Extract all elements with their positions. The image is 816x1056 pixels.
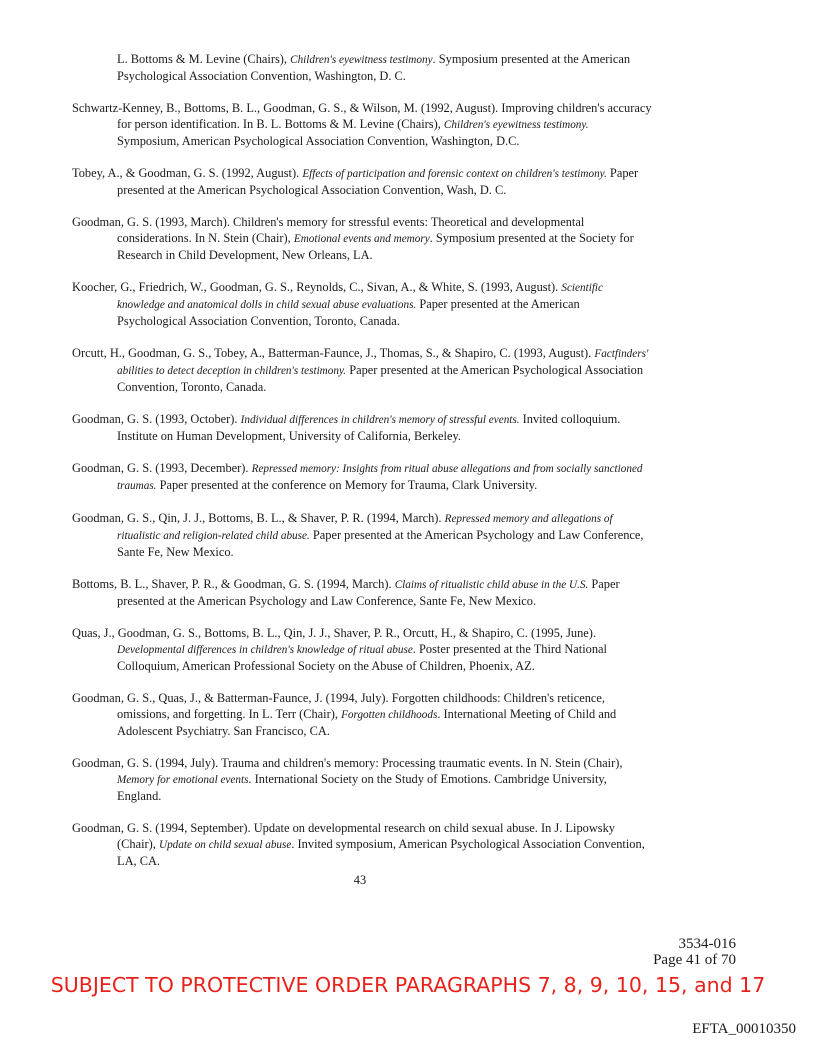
reference-entry: Quas, J., Goodman, G. S., Bottoms, B. L., Qin, J. J., Shaver, P. R., Orcutt, H., & Shapiro, C. (1995, June). Developmental differences in children's knowledge of ritual abuse. Poster presented at the Third National Colloquium, American Professional Society on the Abuse of Children, Phoenix, AZ.: [72, 626, 607, 673]
bates-stamp: [653, 936, 736, 968]
reference-entry: L. Bottoms & M. Levine (Chairs), Children's eyewitness testimony. Symposium presented at the American Psychological Association Convention, Washington, D. C.: [117, 52, 631, 83]
reference-list: [72, 51, 652, 885]
page-number: 43: [353, 873, 367, 887]
stamp-line-id: 3534-016: [678, 936, 736, 952]
reference-entry: Schwartz-Kenney, B., Bottoms, B. L., Goodman, G. S., & Wilson, M. (1992, August). Improving children's accuracy for person identification. In B. L. Bottoms & M. Levine (Chairs), Children's eyewitness testimony. Symposium, American Psychological Association Convention, Washington, D.C.: [72, 101, 652, 148]
reference-entry: Goodman, G. S. (1993, December). Repressed memory: Insights from ritual abuse allegations and from socially sanctioned traumas. Paper presented at the conference on Memory for Trauma, Clark University.: [72, 461, 643, 492]
reference-entry: Goodman, G. S. (1994, September). Update on developmental research on child sexual abuse. In J. Lipowsky (Chair), Update on child sexual abuse. Invited symposium, American Psychological Association Convention, LA, CA.: [72, 821, 645, 868]
reference-entry: Tobey, A., & Goodman, G. S. (1992, August). Effects of participation and forensic context on children's testimony. Paper presented at the American Psychological Association Convention, Wash, D. C.: [72, 166, 639, 197]
reference-entry: Goodman, G. S. (1993, March). Children's memory for stressful events: Theoretical and developmental considerations. In N. Stein (Chair), Emotional events and memory. Symposium presented at the Society for Research in Child Development, New Orleans, LA.: [72, 215, 634, 262]
reference-entry: Bottoms, B. L., Shaver, P. R., & Goodman, G. S. (1994, March). Claims of ritualistic child abuse in the U.S. Paper presented at the American Psychology and Law Conference, Sante Fe, New Mexico.: [72, 577, 620, 608]
protective-order-notice: SUBJECT TO PROTECTIVE ORDER PARAGRAPHS 7, 8, 9, 10, 15, and 17: [50, 973, 766, 997]
efta-identifier: EFTA_00010350: [692, 1021, 796, 1037]
reference-entry: Goodman, G. S. (1994, July). Trauma and children's memory: Processing traumatic events. In N. Stein (Chair), Memory for emotional events. International Society on the Study of Emotions. Cambridge University, England.: [72, 756, 623, 803]
reference-entry: Orcutt, H., Goodman, G. S., Tobey, A., Batterman-Faunce, J., Thomas, S., & Shapiro, C. (1993, August). Factfinders' abilities to detect deception in children's testimony. Paper presented at the American Psychological Association Convention, Toronto, Canada.: [72, 346, 649, 394]
reference-entry: Goodman, G. S., Quas, J., & Batterman-Faunce, J. (1994, July). Forgotten childhoods: Children's reticence, omissions, and forgetting. In L. Terr (Chair), Forgotten childhoods. International Meeting of Child and Adolescent Psychiatry. San Francisco, CA.: [72, 691, 617, 738]
stamp-line-page: Page 41 of 70: [653, 952, 736, 968]
reference-entry: Goodman, G. S. (1993, October). Individual differences in children's memory of stressful events. Invited colloquium. Institute on Human Development, University of California, Berkeley.: [72, 412, 621, 443]
reference-entry: Goodman, G. S., Qin, J. J., Bottoms, B. L., & Shaver, P. R. (1994, March). Repressed memory and allegations of ritualistic and religion-related child abuse. Paper presented at the American Psychology and Law Conference, Sante Fe, New Mexico.: [72, 511, 644, 559]
reference-entry: Koocher, G., Friedrich, W., Goodman, G. S., Reynolds, C., Sivan, A., & White, S. (1993, August). Scientific knowledge and anatomical dolls in child sexual abuse evaluations. Paper presented at the American Psychological Association Convention, Toronto, Canada.: [72, 280, 604, 328]
